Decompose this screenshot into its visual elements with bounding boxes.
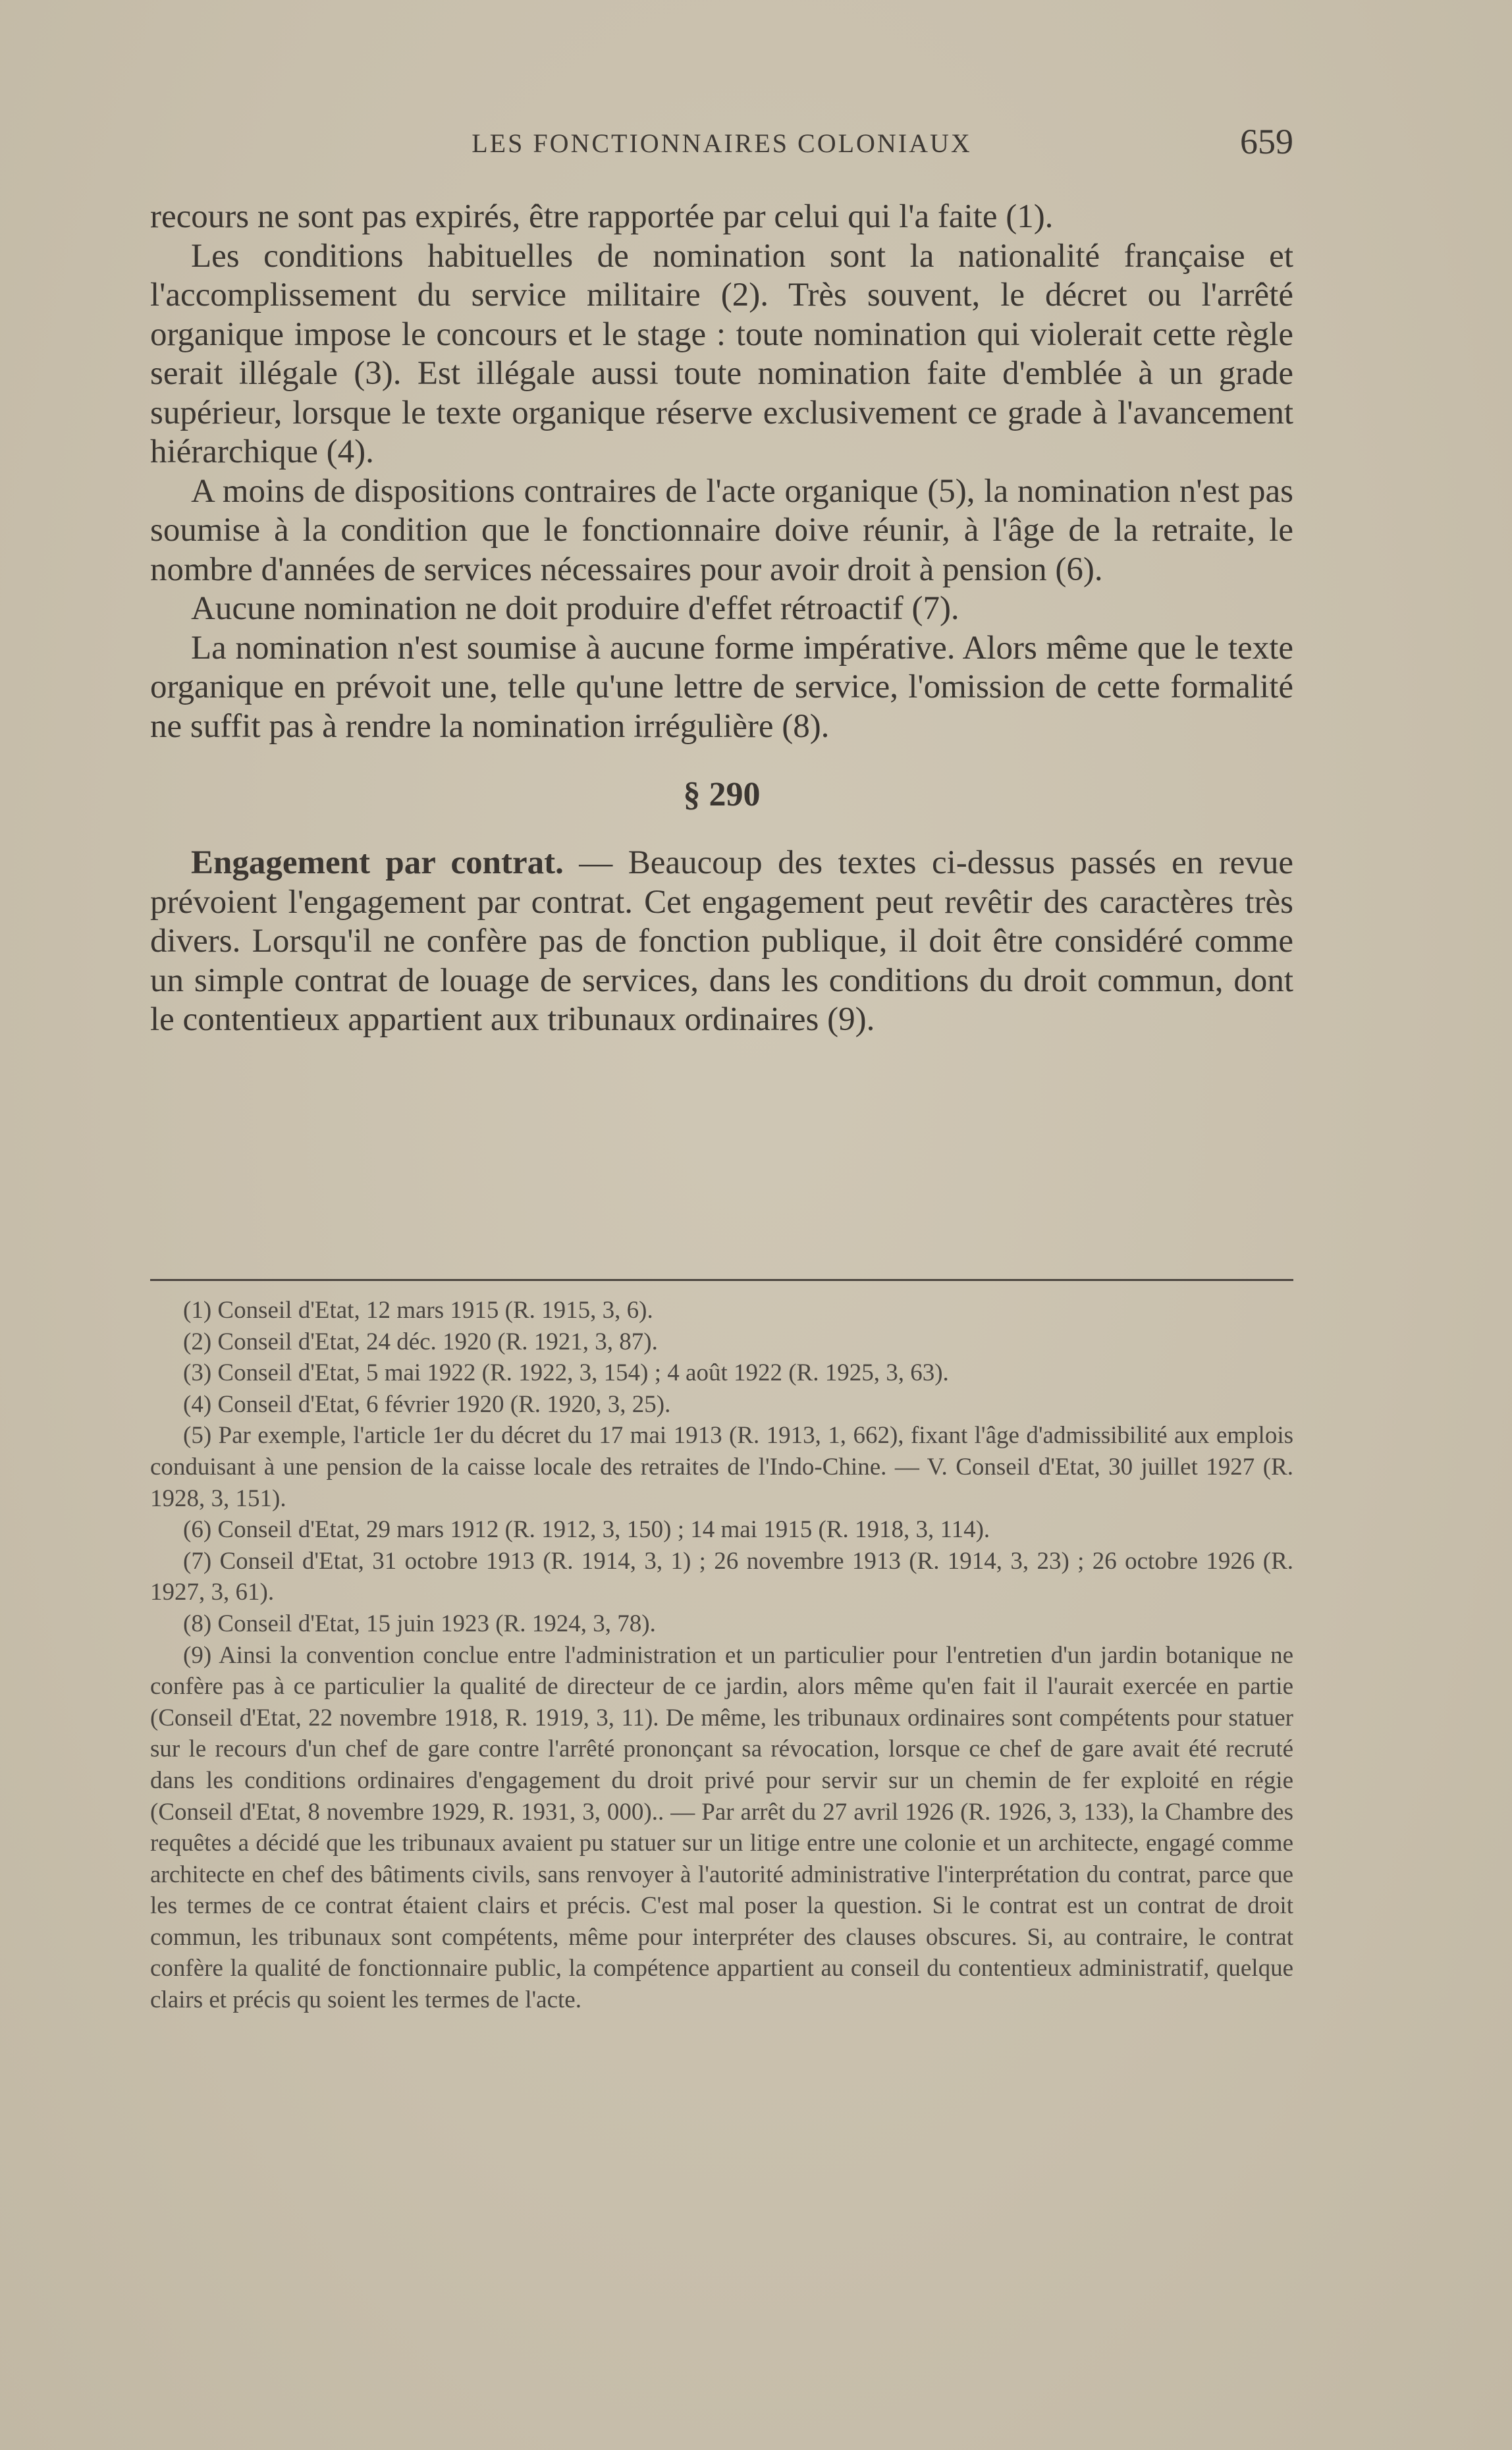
running-title: LES FONCTIONNAIRES COLONIAUX xyxy=(472,128,972,158)
paragraph-retroactive: Aucune nomination ne doit produire d'effet rétroactif (7). xyxy=(191,590,959,627)
footnote: (4) Conseil d'Etat, 6 février 1920 (R. 1920, 3, 25). xyxy=(183,1390,671,1418)
section-heading: Engagement par contrat. xyxy=(191,844,564,881)
main-text xyxy=(150,198,1293,1040)
page-number: 659 xyxy=(1240,122,1293,161)
paragraph-conditions: Les conditions habituelles de nomination sont la nationalité française et l'accomplissement du service militaire (2). Très souvent, le décret ou l'arrêté organique impose le concours et le stage : toute nomination qui violerait cette règle serait illégale (3). Est illégale aussi toute nomination faite d'emblée à un grade supérieur, lorsque le texte organique réserve exclusivement ce grade à l'avancement hiérarchique (4). xyxy=(150,237,1293,470)
footnote: (7) Conseil d'Etat, 31 octobre 1913 (R. 1914, 3, 1) ; 26 novembre 1913 (R. 1914, 3, 23) ; 26 octobre 1926 (R. 1927, 3, 61). xyxy=(150,1547,1293,1606)
section-number: § 290 xyxy=(683,776,761,813)
footnote: (5) Par exemple, l'article 1er du décret du 17 mai 1913 (R. 1913, 1, 662), fixant l'âge d'admissibilité aux emplois conduisant à une pension de la caisse locale des retraites de l'Indo-Chine. — V. Conseil d'Etat, 30 juillet 1927 (R. 1928, 3, 151). xyxy=(150,1422,1293,1512)
footnote-divider xyxy=(150,1279,1293,1281)
footnote: (3) Conseil d'Etat, 5 mai 1922 (R. 1922, 3, 154) ; 4 août 1922 (R. 1925, 3, 63). xyxy=(183,1359,949,1387)
paragraph-contract xyxy=(150,844,1293,1040)
footnote: (8) Conseil d'Etat, 15 juin 1923 (R. 1924, 3, 78). xyxy=(183,1610,656,1637)
section-text: — Beaucoup des textes ci-dessus passés en revue prévoient l'engagement par contrat. Cet engagement peut revêtir des caractères très divers. Lorsqu'il ne confère pas de fonction publique, il doit être considéré comme un simple contrat de louage de services, dans les conditions du droit commun, dont le contentieux appartient aux tribunaux ordinaires (9). xyxy=(150,844,1293,1038)
footnotes xyxy=(150,1295,1293,2016)
page-header xyxy=(150,121,1293,167)
paragraph-form: La nomination n'est soumise à aucune forme impérative. Alors même que le texte organique en prévoit une, telle qu'une lettre de service, l'omission de cette formalité ne suffit pas à rendre la nomination irrégulière (8). xyxy=(150,629,1293,745)
footnote: (9) Ainsi la convention conclue entre l'administration et un particulier pour l'entretien d'un jardin botanique ne confère pas à ce particulier la qualité de directeur de ce jardin, alors même qu'en fait il l'aurait exercée en partie (Conseil d'Etat, 22 novembre 1918, R. 1919, 3, 11). De même, les tribunaux ordinaires sont compétents pour statuer sur le recours d'un chef de gare contre l'arrêté prononçant sa révocation, lorsque ce chef de gare avait été recruté dans les conditions ordinaires d'engagement du droit privé pour servir sur un chemin de fer exploité en régie (Conseil d'Etat, 8 novembre 1929, R. 1931, 3, 000).. — Par arrêt du 27 avril 1926 (R. 1926, 3, 133), la Chambre des requêtes a décidé que les tribunaux avaient pu statuer sur un litige entre une colonie et un architecte, engagé comme architecte en chef des bâtiments civils, sans renvoyer à l'autorité administrative l'interprétation du contrat, parce que les termes de ce contrat étaient clairs et précis. C'est mal poser la question. Si le contrat est un contrat de droit commun, les tribunaux sont compétents, même pour interpréter des clauses obscures. Si, au contraire, le contrat confère la qualité de fonctionnaire public, la compétence appartient au conseil du contentieux administratif, quelque clairs et précis qu soient les termes de l'acte. xyxy=(150,1641,1293,2014)
footnote: (1) Conseil d'Etat, 12 mars 1915 (R. 1915, 3, 6). xyxy=(183,1297,653,1324)
paragraph-continuation: recours ne sont pas expirés, être rapportée par celui qui l'a faite (1). xyxy=(150,198,1054,235)
paragraph-retirement: A moins de dispositions contraires de l'acte organique (5), la nomination n'est pas soumise à la condition que le fonctionnaire doive réunir, à l'âge de la retraite, le nombre d'années de services nécessaires pour avoir droit à pension (6). xyxy=(150,472,1293,588)
footnote: (2) Conseil d'Etat, 24 déc. 1920 (R. 1921, 3, 87). xyxy=(183,1328,658,1355)
footnote: (6) Conseil d'Etat, 29 mars 1912 (R. 1912, 3, 150) ; 14 mai 1915 (R. 1918, 3, 114). xyxy=(183,1516,990,1544)
